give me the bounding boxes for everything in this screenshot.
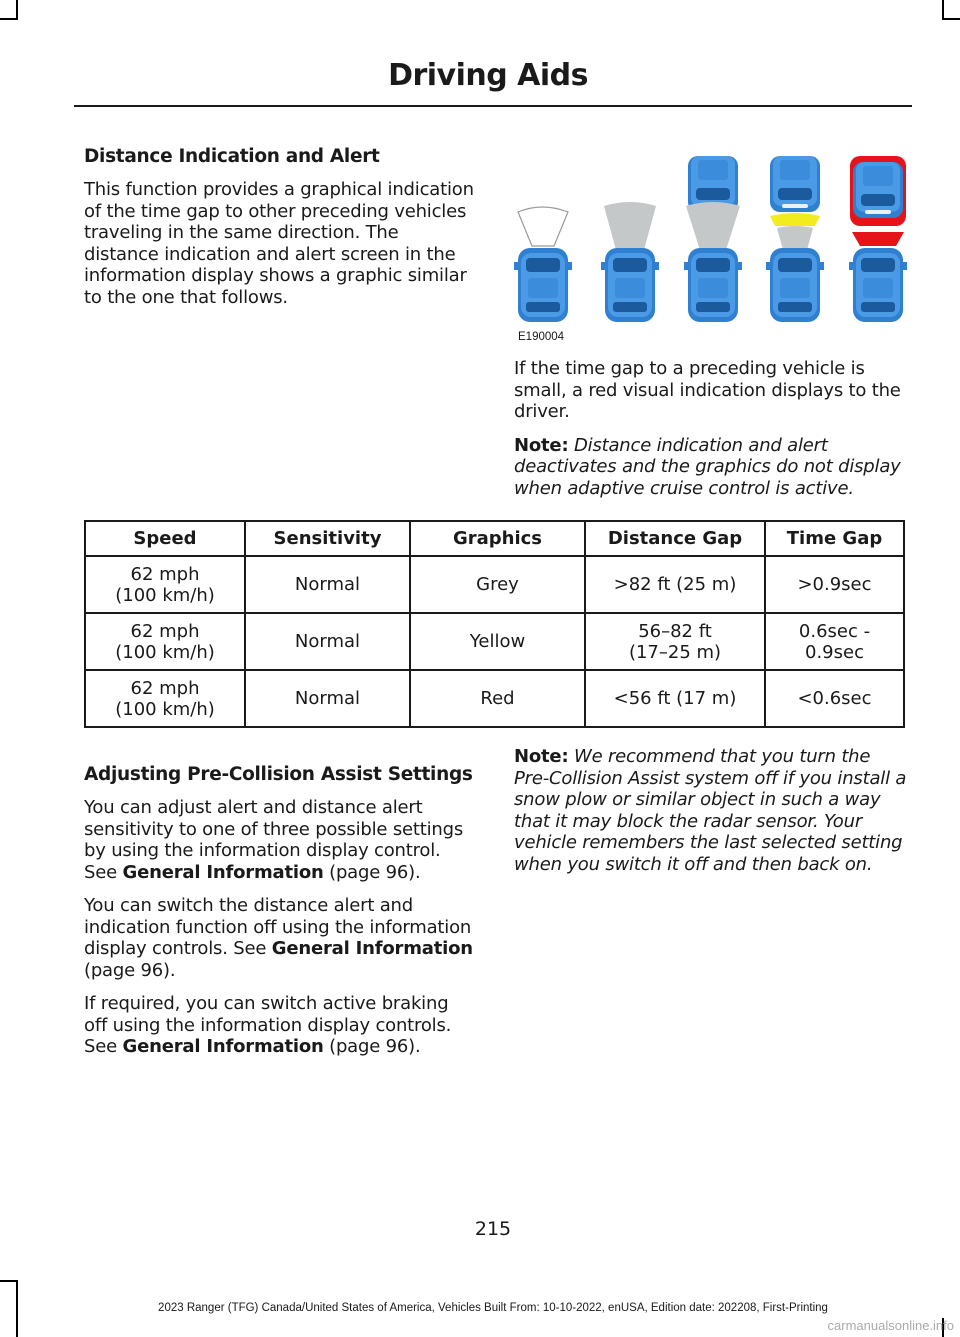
graphics-cell: Yellow [410, 613, 585, 670]
crop-mark [0, 1280, 18, 1282]
speed-mph: 62 mph [130, 620, 200, 642]
cross-reference-link[interactable]: General Information [122, 1036, 324, 1057]
figure-code: E190004 [518, 331, 565, 343]
table-header-row [85, 521, 904, 556]
distance-gap-value: <56 ft (17 m) [613, 688, 737, 709]
note-text: We recommend that you turn the Pre-Collision Assist system off if you install a snow plow or similar object in such a way that it may block the radar sensor. Your vehicle remembers the last selected setting when you switch it off and then back on. [514, 746, 907, 875]
time-gap-cell: <0.6sec [765, 670, 904, 727]
page-reference: (page 96). [84, 959, 176, 981]
crop-mark [0, 18, 18, 20]
cross-reference-link[interactable]: General Information [271, 938, 473, 959]
graphics-cell: Grey [410, 556, 585, 613]
distance-gap-value: >82 ft (25 m) [613, 574, 737, 595]
paragraph-text: If required, you can switch active braking off using the information display controls. See [84, 993, 452, 1057]
adjust-paragraph [84, 797, 476, 883]
yellow-zone [770, 213, 820, 226]
distance-indication-section [84, 146, 476, 320]
crop-mark [942, 0, 944, 20]
snow-plow-note [514, 746, 908, 887]
column-header-sensitivity: Sensitivity [245, 521, 410, 556]
paragraph-text: You can adjust alert and distance alert sensitivity to one of three possible settings by using the information display control. See [84, 797, 464, 883]
header-rule [74, 105, 912, 107]
sensitivity-cell: Normal [245, 613, 410, 670]
note-label: Note: [514, 746, 569, 767]
speed-kmh: (100 km/h) [115, 698, 215, 720]
speed-kmh: (100 km/h) [115, 641, 215, 663]
footer-edition-info: 2023 Ranger (TFG) Canada/United States of America, Vehicles Built From: 10-10-2022, enUSA, Edition date: 202208, First-Printing [158, 1302, 828, 1314]
note-text: Distance indication and alert deactivates and the graphics do not display when adaptive cruise control is active. [514, 434, 901, 499]
page-reference: (page 96). [323, 861, 421, 883]
graphics-cell: Red [410, 670, 585, 727]
column-header-graphics: Graphics [410, 521, 585, 556]
table-row [85, 556, 904, 613]
red-indication-paragraph: If the time gap to a preceding vehicle is small, a red visual indication displays to the driver. [514, 358, 901, 422]
distance-indication-figure [512, 156, 908, 346]
section-heading: Distance Indication and Alert [84, 146, 380, 167]
adjust-settings-section [84, 764, 476, 1070]
note-label: Note: [514, 434, 569, 456]
speed-cell [85, 670, 245, 727]
column-header-time-gap: Time Gap [765, 521, 904, 556]
distance-gap-cell [585, 556, 765, 613]
crop-mark [942, 18, 960, 20]
grey-zone [777, 226, 813, 250]
red-zone [852, 232, 904, 246]
page-title: Driving Aids [388, 58, 588, 93]
time-gap-cell: 0.6sec - 0.9sec [765, 613, 904, 670]
distance-gap-cell [585, 613, 765, 670]
distance-gap-cell [585, 670, 765, 727]
watermark: carmanualsonline.info [827, 1318, 954, 1333]
speed-kmh: (100 km/h) [115, 584, 215, 606]
speed-cell [85, 556, 245, 613]
note-snow-plow [514, 746, 908, 875]
table-row [85, 670, 904, 727]
distance-graphic [512, 156, 908, 328]
note-acc [514, 435, 908, 500]
time-gap-cell: >0.9sec [765, 556, 904, 613]
sensitivity-cell: Normal [245, 670, 410, 727]
speed-cell [85, 613, 245, 670]
page-reference: (page 96). [323, 1036, 421, 1057]
distance-gap-meters: (17–25 m) [628, 641, 722, 663]
switch-off-paragraph [84, 895, 476, 981]
column-header-distance-gap: Distance Gap [585, 521, 765, 556]
empty-zone [518, 207, 568, 246]
time-gap-table [84, 520, 905, 728]
sensitivity-cell: Normal [245, 556, 410, 613]
page-number: 215 [474, 1218, 512, 1240]
column-header-speed: Speed [85, 521, 245, 556]
speed-mph: 62 mph [130, 563, 200, 585]
grey-zone [604, 202, 656, 250]
paragraph-text: You can switch the distance alert and indication function off using the information display controls. See [84, 895, 472, 959]
section-paragraph: This function provides a graphical indication of the time gap to other preceding vehicles traveling in the same direction. The distance indication and alert screen in the information display shows a graphic similar to the one that follows. [84, 179, 474, 308]
active-braking-paragraph [84, 993, 476, 1058]
speed-mph: 62 mph [130, 677, 200, 699]
table-row [85, 613, 904, 670]
crop-mark [16, 0, 18, 20]
grey-zone [686, 202, 740, 250]
red-indication-section [514, 358, 908, 511]
cross-reference-link[interactable]: General Information [122, 861, 324, 883]
section-heading: Adjusting Pre-Collision Assist Settings [84, 764, 473, 785]
distance-gap-feet: 56–82 ft [638, 620, 712, 642]
